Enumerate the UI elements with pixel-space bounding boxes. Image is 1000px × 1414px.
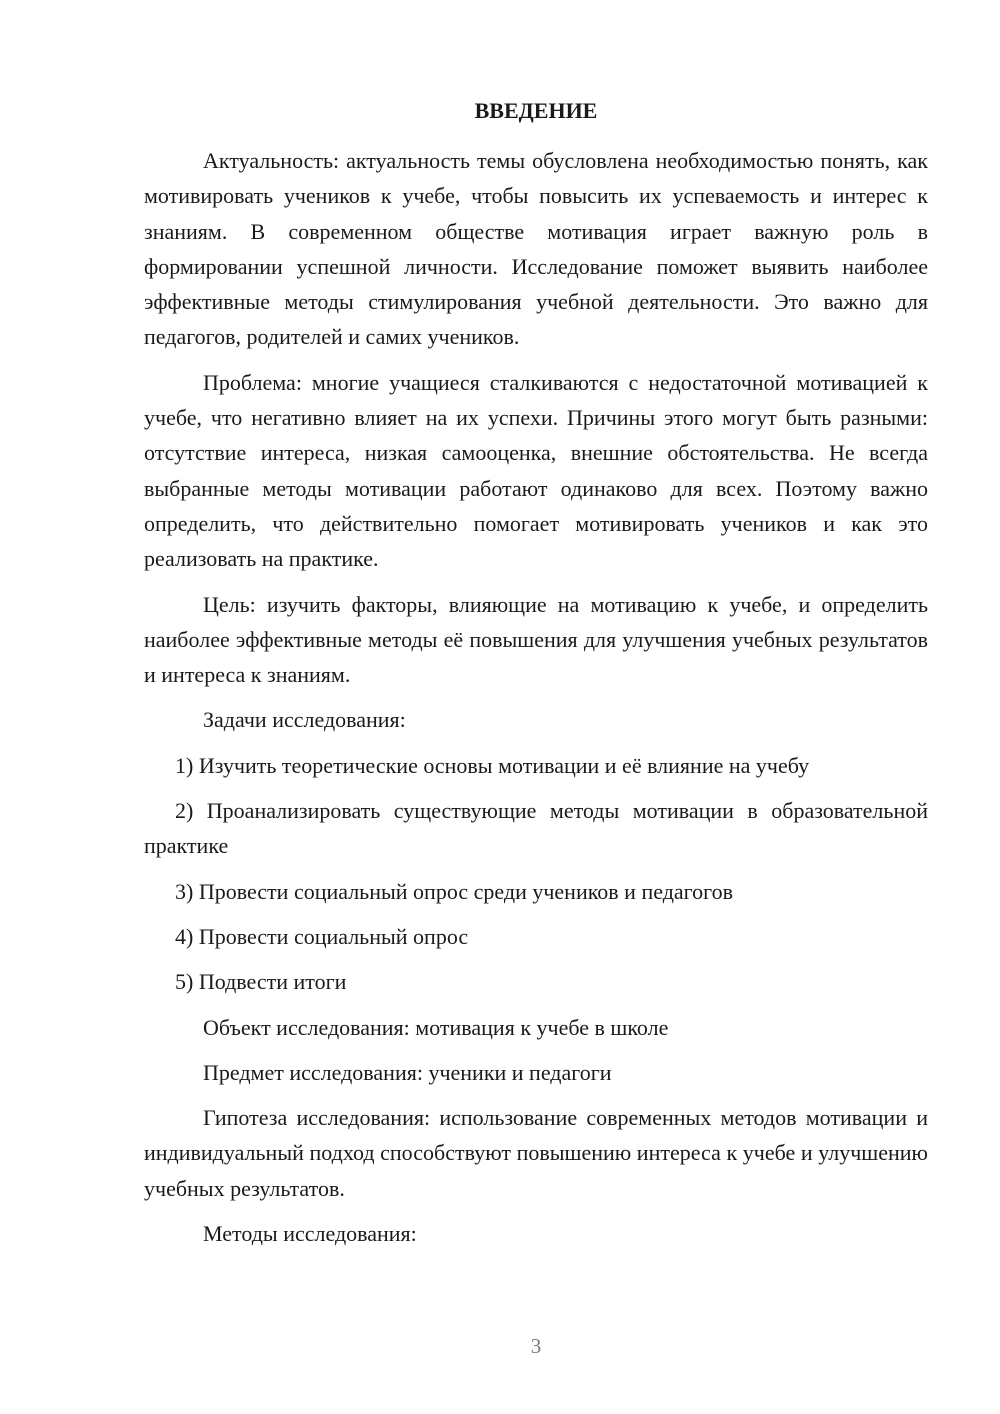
document-page (144, 0, 928, 1414)
page-title: ВВЕДЕНИЕ (474, 98, 598, 123)
task-item-4: 4) Провести социальный опрос (175, 923, 469, 949)
research-subject: Предмет исследования: ученики и педагоги (203, 1059, 612, 1085)
relevance-paragraph: Актуальность: актуальность темы обусловлена необходимостью понять, как мотивировать учеников к учебе, чтобы повысить их успеваемость и интерес к знаниям. В современном обществе мотивация играет важную роль в формировании успешной личности. Исследование поможет выявить наиболее эффективные методы стимулирования учебной деятельности. Это важно для педагогов, родителей и самих учеников. (144, 148, 928, 350)
document-body (144, 143, 928, 1261)
task-item-1: 1) Изучить теоретические основы мотивации и её влияние на учебу (175, 752, 810, 778)
hypothesis-paragraph: Гипотеза исследования: использование современных методов мотивации и индивидуальный подход способствуют повышению интереса к учебе и улучшению учебных результатов. (144, 1105, 928, 1201)
task-item-3: 3) Провести социальный опрос среди учеников и педагогов (175, 878, 733, 904)
research-object: Объект исследования: мотивация к учебе в школе (203, 1014, 669, 1040)
task-item-5: 5) Подвести итоги (175, 969, 347, 995)
tasks-heading: Задачи исследования: (203, 707, 406, 733)
page-number: 3 (530, 1334, 542, 1358)
goal-paragraph: Цель: изучить факторы, влияющие на мотивацию к учебе, и определить наиболее эффективные методы её повышения для улучшения учебных результатов и интереса к знаниям. (144, 591, 928, 688)
task-item-2: 2) Проанализировать существующие методы мотивации в образовательной практике (144, 798, 928, 859)
methods-heading: Методы исследования: (203, 1221, 417, 1247)
problem-paragraph: Проблема: многие учащиеся сталкиваются с недостаточной мотивацией к учебе, что негативно влияет на их успехи. Причины этого могут быть разными: отсутствие интереса, низкая самооценка, внешние обстоятельства. Не всегда выбранные методы мотивации работают одинаково для всех. Поэтому важно определить, что действительно помогает мотивировать учеников и как это реализовать на практике. (144, 369, 928, 572)
